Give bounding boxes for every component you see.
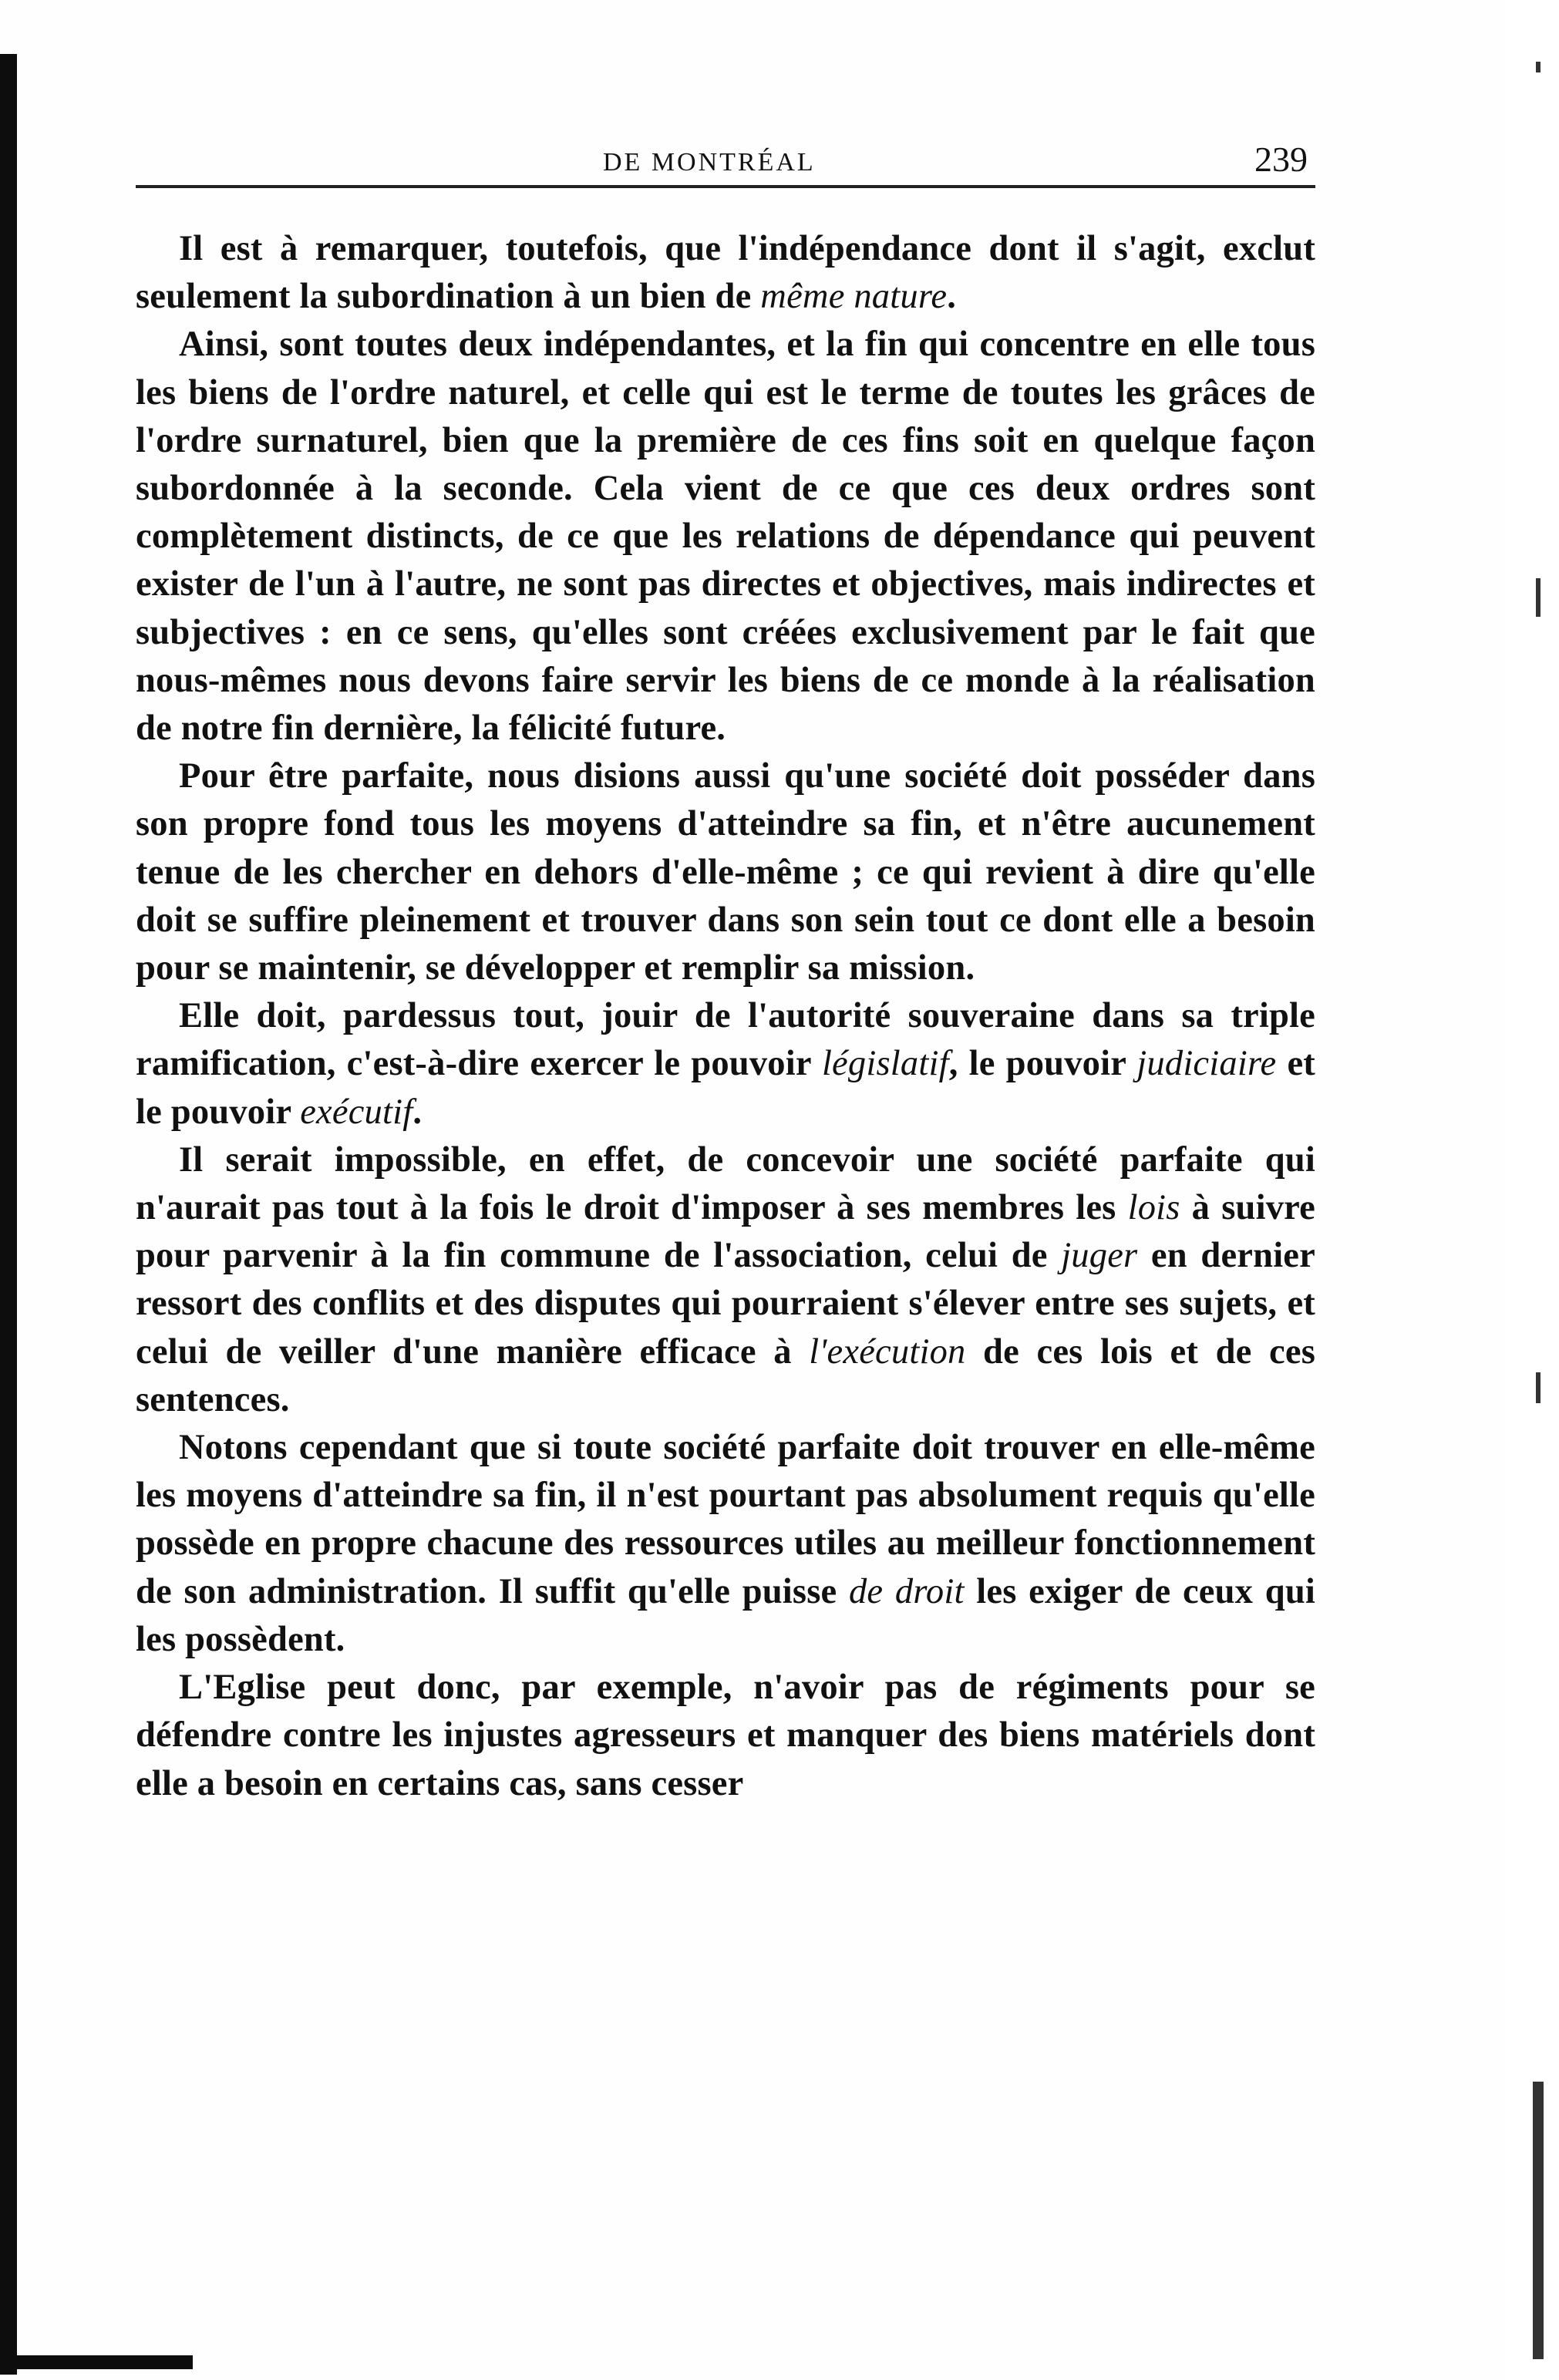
- edge-speck: [1536, 62, 1540, 72]
- running-title: DE MONTRÉAL: [603, 148, 816, 177]
- italic-run: législatif: [821, 1044, 949, 1084]
- page-number: 239: [1254, 140, 1308, 179]
- italic-run: exécutif: [300, 1092, 413, 1132]
- paragraph: [136, 1424, 1315, 1664]
- text-run: Ainsi, sont toutes deux indépendantes, et la fin qui concentre en elle tous les biens de l'ordre naturel, et celle qui est le terme de toutes les grâces de l'ordre surnaturel, bien que la première de ces fins soit en quelque façon subordonnée à la seconde. Cela vient de ce que ces deux ordres sont complètement distincts, de ce que les relations de dépendance qui peuvent exister de l'un à l'autre, ne sont pas directes et objectives, mais indirectes et subjectives : en ce sens, qu'elles sont créées exclusivement par le fait que nous-mêmes nous devons faire servir les biens de ce monde à la réalisation de notre fin dernière, la félicité future.: [136, 325, 1315, 749]
- paragraph: [136, 1136, 1315, 1424]
- paragraph: [136, 752, 1315, 992]
- italic-run: l'exécution: [809, 1331, 966, 1372]
- edge-speck: [1533, 2082, 1544, 2359]
- text-run: les exiger de ceux qui les possèdent.: [136, 1571, 1315, 1659]
- text-run: Il serait impossible, en effet, de concevoir une société parfaite qui n'aurait pas tout à la fois le droit d'imposer à ses membres les: [136, 1140, 1315, 1228]
- paragraph: [136, 321, 1315, 752]
- text-run: , le pouvoir: [948, 1044, 1137, 1084]
- text-run: en dernier ressort des conflits et des disputes qui pourraient s'élever entre ses sujets, et celui de veiller d'une manière efficace à: [136, 1236, 1315, 1372]
- text-run: .: [947, 277, 957, 317]
- text-run: L'Eglise peut donc, par exemple, n'avoir pas de régiments pour se défendre contre les injustes agresseurs et manquer des biens matériels dont elle a besoin en certains cas, sans cesser: [136, 1668, 1315, 1803]
- page-edge-shadow: [1505, 0, 1559, 2380]
- binding-shadow-foot: [0, 2355, 193, 2369]
- text-run: à suivre pour parvenir à la fin commune de l'association, celui de: [136, 1188, 1315, 1276]
- text-run: Pour être parfaite, nous disions aussi qu'une société doit posséder dans son propre fond tous les moyens d'atteindre sa fin, et n'être aucunement tenue de les chercher en dehors d'elle-même ; ce qui revient à dire qu'elle doit se suffire pleinement et trouver dans son sein tout ce dont elle a besoin pour se maintenir, se développer et remplir sa mission.: [136, 756, 1315, 988]
- binding-shadow: [0, 54, 17, 2375]
- italic-run: lois: [1127, 1188, 1180, 1228]
- italic-run: judiciaire: [1136, 1044, 1277, 1084]
- paragraph: [136, 992, 1315, 1136]
- text-run: Il est à remarquer, toutefois, que l'indépendance dont il s'agit, exclut seulement la subordination à un bien de: [136, 229, 1315, 317]
- paragraph: [136, 225, 1315, 321]
- running-head: [136, 131, 1315, 188]
- text-run: et le pouvoir: [136, 1044, 1315, 1132]
- text-run: Elle doit, pardessus tout, jouir de l'autorité souveraine dans sa triple ramification, c'est-à-dire exercer le pouvoir: [136, 996, 1315, 1084]
- body-text: [136, 225, 1315, 1808]
- italic-run: juger: [1061, 1236, 1138, 1276]
- italic-run: de droit: [848, 1571, 965, 1611]
- text-run: de ces lois et de ces sentences.: [136, 1331, 1315, 1419]
- italic-run: même nature: [760, 277, 948, 317]
- edge-speck: [1536, 578, 1540, 617]
- book-page: [136, 131, 1315, 1808]
- edge-speck: [1536, 1372, 1540, 1403]
- text-run: Notons cependant que si toute société parfaite doit trouver en elle-même les moyens d'atteindre sa fin, il n'est pourtant pas absolument requis qu'elle possède en propre chacune des ressources utiles au meilleur fonctionnement de son administration. Il suffit qu'elle puisse: [136, 1428, 1315, 1611]
- text-run: .: [412, 1092, 423, 1132]
- paragraph: [136, 1664, 1315, 1808]
